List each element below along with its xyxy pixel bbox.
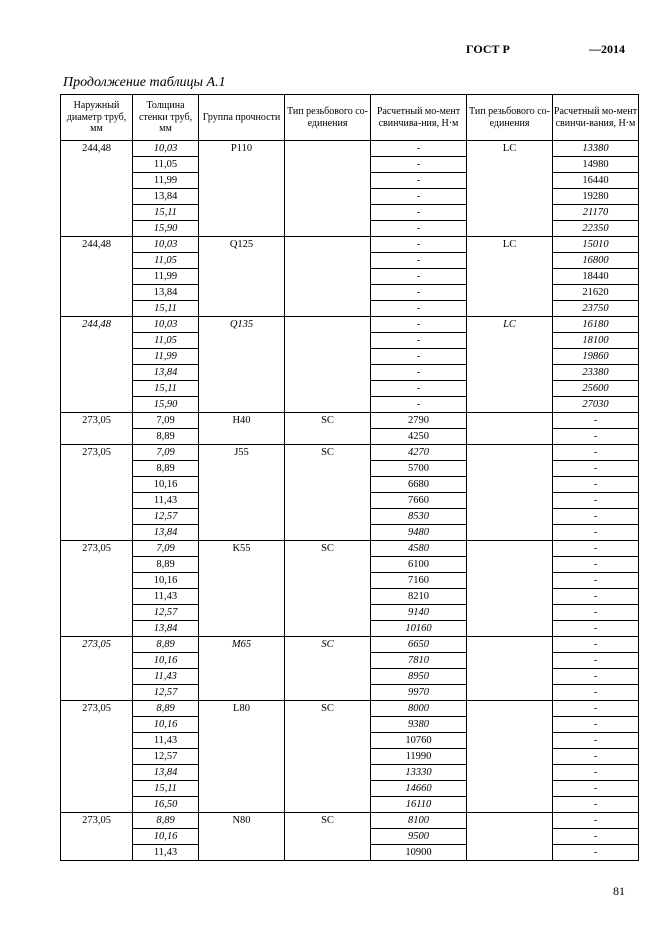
- cell-torque-2: -: [553, 781, 639, 797]
- cell-wall-thickness: 15,11: [133, 381, 199, 397]
- col-header-diameter: Наружный диаметр труб, мм: [61, 95, 133, 141]
- cell-torque-2: 16440: [553, 173, 639, 189]
- cell-torque-1: 2790: [371, 413, 467, 429]
- col-header-torque-2: Расчетный мо-мент свинчи-вания, Н·м: [553, 95, 639, 141]
- cell-wall-thickness: 13,84: [133, 189, 199, 205]
- cell-grade: M65: [199, 637, 285, 701]
- cell-wall-thickness: 7,09: [133, 413, 199, 429]
- cell-connection-type-2: LC: [467, 237, 553, 317]
- cell-grade: K55: [199, 541, 285, 637]
- cell-wall-thickness: 15,11: [133, 781, 199, 797]
- cell-diameter: 273,05: [61, 541, 133, 637]
- cell-wall-thickness: 10,16: [133, 477, 199, 493]
- cell-torque-2: -: [553, 813, 639, 829]
- table-caption: Продолжение таблицы А.1: [63, 75, 226, 90]
- cell-connection-type-2: [467, 445, 553, 541]
- cell-torque-1: -: [371, 317, 467, 333]
- cell-wall-thickness: 10,16: [133, 573, 199, 589]
- cell-torque-1: -: [371, 205, 467, 221]
- cell-wall-thickness: 8,89: [133, 429, 199, 445]
- cell-torque-2: -: [553, 621, 639, 637]
- cell-torque-1: -: [371, 349, 467, 365]
- cell-torque-2: 23750: [553, 301, 639, 317]
- cell-torque-1: 10760: [371, 733, 467, 749]
- cell-connection-type-1: SC: [285, 413, 371, 445]
- cell-wall-thickness: 13,84: [133, 765, 199, 781]
- cell-torque-1: 9500: [371, 829, 467, 845]
- cell-torque-1: 5700: [371, 461, 467, 477]
- cell-connection-type-2: [467, 541, 553, 637]
- cell-torque-1: 11990: [371, 749, 467, 765]
- cell-torque-1: 7160: [371, 573, 467, 589]
- col-header-connection-type-1: Тип резьбового со-единения: [285, 95, 371, 141]
- cell-wall-thickness: 11,05: [133, 253, 199, 269]
- cell-wall-thickness: 12,57: [133, 749, 199, 765]
- cell-wall-thickness: 11,99: [133, 173, 199, 189]
- table-row: [61, 701, 639, 717]
- cell-torque-2: -: [553, 765, 639, 781]
- table-row: [61, 637, 639, 653]
- cell-torque-1: 7810: [371, 653, 467, 669]
- cell-torque-1: -: [371, 253, 467, 269]
- cell-torque-1: 4580: [371, 541, 467, 557]
- table-row: [61, 237, 639, 253]
- cell-wall-thickness: 8,89: [133, 701, 199, 717]
- cell-torque-2: 16180: [553, 317, 639, 333]
- cell-torque-1: 7660: [371, 493, 467, 509]
- cell-torque-2: -: [553, 493, 639, 509]
- cell-torque-2: -: [553, 669, 639, 685]
- page-number: 81: [613, 884, 625, 898]
- cell-wall-thickness: 11,43: [133, 589, 199, 605]
- cell-torque-2: -: [553, 445, 639, 461]
- cell-grade: N80: [199, 813, 285, 861]
- cell-diameter: 273,05: [61, 413, 133, 445]
- cell-torque-1: -: [371, 237, 467, 253]
- cell-torque-1: 9380: [371, 717, 467, 733]
- cell-torque-2: 13380: [553, 141, 639, 157]
- table-row: [61, 813, 639, 829]
- cell-torque-1: -: [371, 285, 467, 301]
- cell-torque-2: -: [553, 541, 639, 557]
- cell-torque-2: 21620: [553, 285, 639, 301]
- header-year: —2014: [589, 42, 625, 56]
- col-header-wall: Толщина стенки труб, мм: [133, 95, 199, 141]
- cell-wall-thickness: 11,05: [133, 157, 199, 173]
- cell-torque-2: 19860: [553, 349, 639, 365]
- cell-torque-2: 19280: [553, 189, 639, 205]
- cell-connection-type-2: [467, 813, 553, 861]
- cell-connection-type-2: [467, 701, 553, 813]
- cell-torque-2: 27030: [553, 397, 639, 413]
- cell-torque-2: 23380: [553, 365, 639, 381]
- col-header-connection-type-2: Тип резьбового со-единения: [467, 95, 553, 141]
- cell-torque-1: 4270: [371, 445, 467, 461]
- cell-grade: Q135: [199, 317, 285, 413]
- cell-torque-1: -: [371, 365, 467, 381]
- cell-torque-1: 9140: [371, 605, 467, 621]
- cell-torque-1: 9480: [371, 525, 467, 541]
- cell-wall-thickness: 10,03: [133, 237, 199, 253]
- cell-torque-2: 14980: [553, 157, 639, 173]
- cell-wall-thickness: 10,16: [133, 717, 199, 733]
- cell-torque-1: 6680: [371, 477, 467, 493]
- cell-wall-thickness: 10,03: [133, 141, 199, 157]
- table-row: [61, 141, 639, 157]
- cell-wall-thickness: 13,84: [133, 621, 199, 637]
- cell-connection-type-2: [467, 413, 553, 445]
- cell-wall-thickness: 10,03: [133, 317, 199, 333]
- cell-wall-thickness: 15,90: [133, 397, 199, 413]
- cell-torque-2: -: [553, 573, 639, 589]
- cell-grade: P110: [199, 141, 285, 237]
- cell-torque-2: -: [553, 509, 639, 525]
- cell-wall-thickness: 12,57: [133, 509, 199, 525]
- cell-torque-1: -: [371, 381, 467, 397]
- cell-wall-thickness: 11,99: [133, 349, 199, 365]
- cell-connection-type-1: SC: [285, 813, 371, 861]
- cell-torque-2: -: [553, 829, 639, 845]
- cell-wall-thickness: 13,84: [133, 285, 199, 301]
- cell-wall-thickness: 11,99: [133, 269, 199, 285]
- cell-connection-type-1: SC: [285, 637, 371, 701]
- cell-connection-type-1: SC: [285, 445, 371, 541]
- cell-wall-thickness: 10,16: [133, 829, 199, 845]
- table-body: [61, 141, 639, 861]
- header-standard: ГОСТ Р: [466, 42, 510, 56]
- cell-torque-1: 6100: [371, 557, 467, 573]
- cell-torque-1: -: [371, 221, 467, 237]
- cell-connection-type-2: [467, 637, 553, 701]
- cell-wall-thickness: 15,11: [133, 205, 199, 221]
- cell-torque-2: 18440: [553, 269, 639, 285]
- cell-wall-thickness: 11,43: [133, 669, 199, 685]
- cell-wall-thickness: 11,43: [133, 493, 199, 509]
- cell-torque-1: 10900: [371, 845, 467, 861]
- cell-torque-2: -: [553, 477, 639, 493]
- cell-wall-thickness: 12,57: [133, 685, 199, 701]
- cell-torque-1: 14660: [371, 781, 467, 797]
- cell-grade: L80: [199, 701, 285, 813]
- cell-diameter: 244,48: [61, 141, 133, 237]
- cell-torque-1: 8000: [371, 701, 467, 717]
- cell-connection-type-2: LC: [467, 141, 553, 237]
- col-header-torque-1: Расчетный мо-мент свинчива-ния, Н·м: [371, 95, 467, 141]
- cell-wall-thickness: 13,84: [133, 365, 199, 381]
- cell-torque-2: -: [553, 797, 639, 813]
- cell-wall-thickness: 8,89: [133, 461, 199, 477]
- cell-torque-2: 21170: [553, 205, 639, 221]
- cell-connection-type-1: SC: [285, 701, 371, 813]
- cell-wall-thickness: 8,89: [133, 813, 199, 829]
- cell-torque-2: 22350: [553, 221, 639, 237]
- torque-table: [60, 94, 639, 861]
- cell-connection-type-2: LC: [467, 317, 553, 413]
- cell-torque-2: -: [553, 653, 639, 669]
- cell-torque-2: -: [553, 525, 639, 541]
- cell-torque-2: -: [553, 557, 639, 573]
- cell-wall-thickness: 7,09: [133, 541, 199, 557]
- cell-diameter: 244,48: [61, 237, 133, 317]
- cell-torque-1: 13330: [371, 765, 467, 781]
- cell-torque-2: -: [553, 845, 639, 861]
- cell-torque-1: -: [371, 173, 467, 189]
- cell-wall-thickness: 15,11: [133, 301, 199, 317]
- cell-torque-1: -: [371, 189, 467, 205]
- table-row: [61, 317, 639, 333]
- cell-wall-thickness: 11,43: [133, 845, 199, 861]
- cell-connection-type-1: [285, 141, 371, 237]
- cell-torque-1: -: [371, 397, 467, 413]
- cell-diameter: 273,05: [61, 445, 133, 541]
- cell-connection-type-1: [285, 317, 371, 413]
- cell-torque-2: -: [553, 717, 639, 733]
- cell-torque-2: -: [553, 701, 639, 717]
- cell-torque-1: 8950: [371, 669, 467, 685]
- cell-torque-1: -: [371, 157, 467, 173]
- cell-torque-2: -: [553, 733, 639, 749]
- cell-torque-1: 10160: [371, 621, 467, 637]
- cell-torque-1: -: [371, 333, 467, 349]
- cell-wall-thickness: 8,89: [133, 557, 199, 573]
- cell-torque-1: 9970: [371, 685, 467, 701]
- table-row: [61, 413, 639, 429]
- cell-diameter: 273,05: [61, 813, 133, 861]
- table-row: [61, 541, 639, 557]
- cell-torque-2: -: [553, 685, 639, 701]
- cell-torque-1: 4250: [371, 429, 467, 445]
- cell-grade: J55: [199, 445, 285, 541]
- cell-torque-2: 15010: [553, 237, 639, 253]
- cell-connection-type-1: SC: [285, 541, 371, 637]
- cell-torque-1: 8100: [371, 813, 467, 829]
- table-header-row: [61, 95, 639, 141]
- cell-wall-thickness: 16,50: [133, 797, 199, 813]
- cell-wall-thickness: 15,90: [133, 221, 199, 237]
- cell-wall-thickness: 10,16: [133, 653, 199, 669]
- cell-torque-2: -: [553, 429, 639, 445]
- cell-grade: Q125: [199, 237, 285, 317]
- cell-wall-thickness: 13,84: [133, 525, 199, 541]
- cell-torque-2: -: [553, 461, 639, 477]
- cell-torque-2: 18100: [553, 333, 639, 349]
- cell-wall-thickness: 12,57: [133, 605, 199, 621]
- cell-diameter: 244,48: [61, 317, 133, 413]
- cell-wall-thickness: 11,43: [133, 733, 199, 749]
- cell-wall-thickness: 7,09: [133, 445, 199, 461]
- cell-grade: H40: [199, 413, 285, 445]
- cell-torque-2: -: [553, 637, 639, 653]
- cell-diameter: 273,05: [61, 637, 133, 701]
- table-row: [61, 445, 639, 461]
- cell-torque-1: -: [371, 301, 467, 317]
- cell-connection-type-1: [285, 237, 371, 317]
- cell-torque-1: -: [371, 269, 467, 285]
- cell-torque-2: -: [553, 749, 639, 765]
- cell-torque-1: -: [371, 141, 467, 157]
- cell-wall-thickness: 11,05: [133, 333, 199, 349]
- cell-diameter: 273,05: [61, 701, 133, 813]
- cell-torque-1: 6650: [371, 637, 467, 653]
- cell-torque-1: 8530: [371, 509, 467, 525]
- cell-wall-thickness: 8,89: [133, 637, 199, 653]
- cell-torque-2: -: [553, 605, 639, 621]
- cell-torque-2: -: [553, 589, 639, 605]
- cell-torque-1: 16110: [371, 797, 467, 813]
- cell-torque-2: 25600: [553, 381, 639, 397]
- cell-torque-2: 16800: [553, 253, 639, 269]
- cell-torque-2: -: [553, 413, 639, 429]
- col-header-grade: Группа прочности: [199, 95, 285, 141]
- cell-torque-1: 8210: [371, 589, 467, 605]
